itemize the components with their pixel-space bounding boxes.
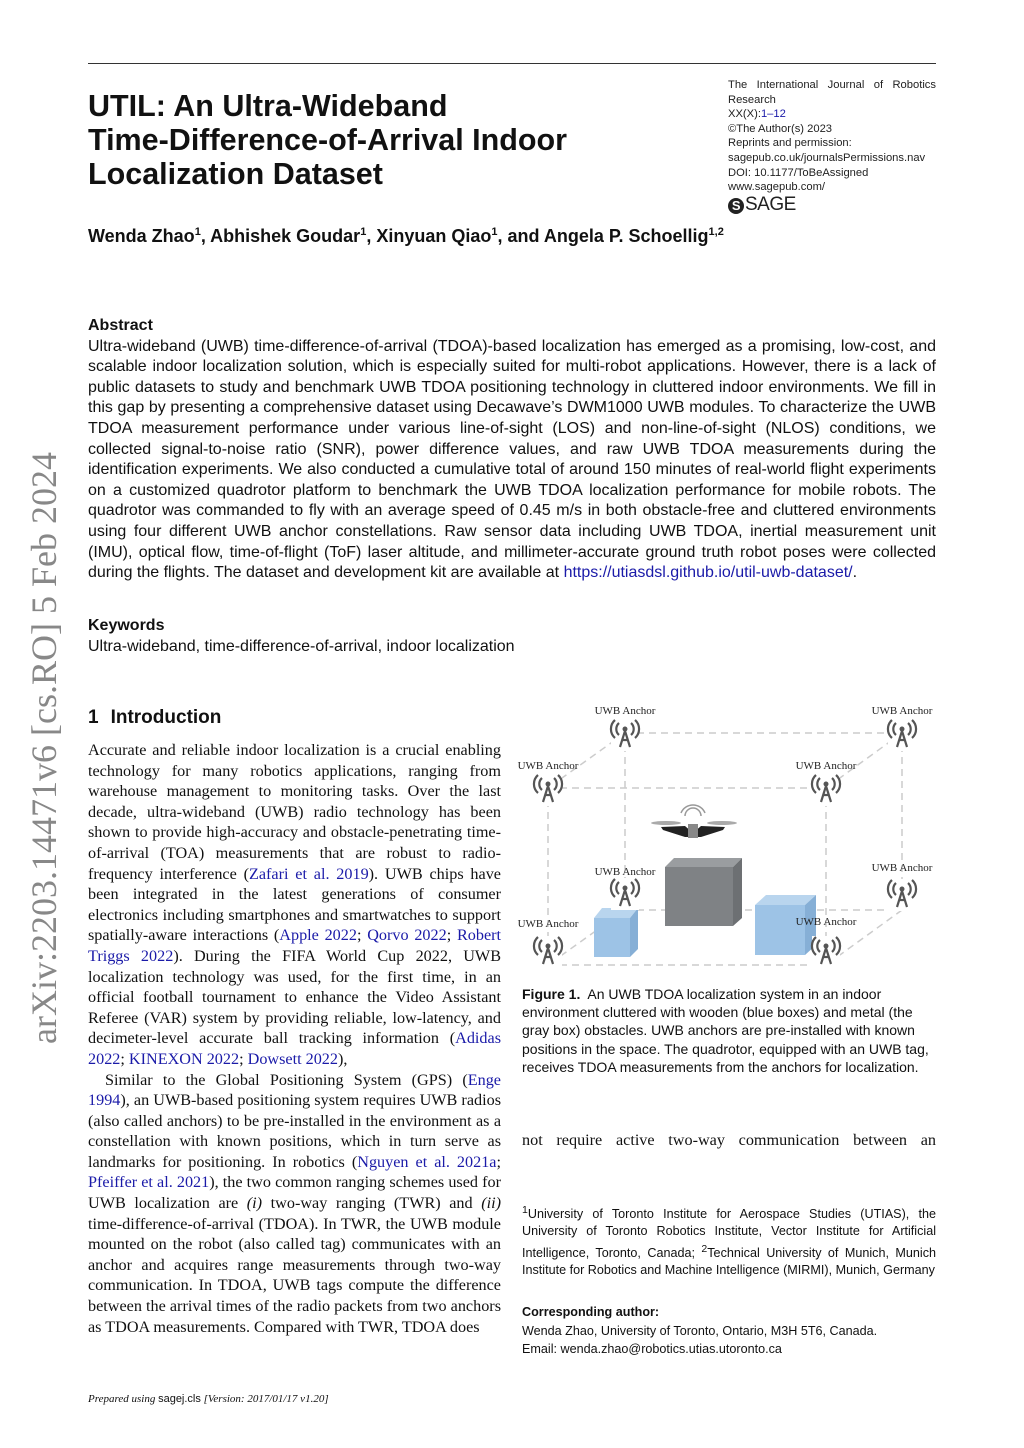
corresponding-email: Email: wenda.zhao@robotics.utias.utoronto.ca	[522, 1342, 782, 1356]
affiliation-mark: 1,2	[708, 226, 724, 238]
journal-info	[728, 78, 936, 214]
figure-caption	[522, 985, 936, 1076]
text: two-way ranging (TWR) and	[262, 1194, 482, 1213]
intro-paragraph-1	[88, 740, 501, 1070]
paper-title	[88, 89, 688, 191]
corresponding-heading: Corresponding author:	[522, 1305, 660, 1319]
uwb-anchor-icon	[611, 878, 639, 910]
footnote-mark: 2	[701, 1242, 708, 1255]
keywords-heading: Keywords	[88, 617, 165, 634]
text: (ii)	[481, 1194, 501, 1213]
pages-link[interactable]: 1–12	[760, 108, 786, 121]
text: ),	[338, 1049, 348, 1068]
doi: DOI: 10.1177/ToBeAssigned	[728, 166, 869, 179]
anchor-label: UWB Anchor	[871, 705, 933, 717]
sage-logo: S SAGE	[728, 198, 936, 214]
abstract-heading: Abstract	[88, 317, 153, 334]
text: ;	[446, 926, 457, 945]
author-name: Abhishek Goudar	[210, 226, 361, 246]
citation-link[interactable]: Dowsett 2022	[247, 1049, 338, 1068]
affiliation-footnote	[522, 1202, 936, 1280]
anchor-label: UWB Anchor	[517, 918, 579, 930]
text: Accurate and reliable indoor localization is a crucial enabling technology for many robotics applications, ranging from warehouse management to monitoring tasks. Over the last decade, ultra-wideband (UWB) radio technology has been shown to provide high-accuracy and obstacle-penetrating time-of-arrival (TOA) measurements that are robust to radio-frequency interference (	[88, 741, 501, 883]
affiliation-2: Technical University of Munich, Munich Institute for Robotics and Machine Intelligence (MIRMI), Munich, Germany	[522, 1245, 936, 1278]
citation-link[interactable]: Enge 1994	[88, 1070, 501, 1110]
text: time-difference-of-arrival (TDOA). In TWR, the UWB module mounted on the robot (also called tag) communicates with an anchor and acquires range measurements through two-way communication. In TDOA, UWB tags compute the difference between the arrival times of the radio packets from two anchors as TDOA measurements. Compared with TWR, TDOA does	[88, 1214, 501, 1336]
text: ;	[239, 1049, 248, 1068]
affiliation-mark: 1	[360, 226, 367, 238]
abstract-body	[88, 337, 936, 584]
uwb-anchor-icon	[888, 879, 916, 911]
footer-version: [Version: 2017/01/17 v1.20]	[200, 1393, 329, 1405]
arxiv-identifier: arXiv:2203.14471v6 [cs.RO] 5 Feb 2024	[24, 452, 64, 1044]
corresponding-author	[522, 1303, 936, 1359]
author-name: Xinyuan Qiao	[376, 226, 492, 246]
citation-link[interactable]: Robert Triggs 2022	[88, 926, 502, 965]
separator: , and	[497, 226, 544, 246]
text: ;	[496, 1152, 501, 1171]
copyright: ©The Author(s) 2023	[728, 122, 833, 135]
uwb-anchor-icon	[534, 774, 562, 806]
footer-note	[88, 1393, 329, 1405]
journal-name: The International Journal of Robotics	[728, 79, 936, 91]
reprints-url: sagepub.co.uk/journalsPermissions.nav	[728, 151, 926, 164]
anchor-label: UWB Anchor	[594, 705, 656, 717]
abstract-end: .	[852, 564, 858, 582]
footer-prefix: Prepared using	[88, 1393, 159, 1405]
citation-link[interactable]: Zafari et al. 2019	[248, 864, 369, 883]
corresponding-address: Wenda Zhao, University of Toronto, Ontario, M3H 5T6, Canada.	[522, 1323, 878, 1338]
text: ;	[356, 926, 368, 945]
anchor-label: UWB Anchor	[517, 760, 579, 772]
volume: XX(X):	[728, 108, 761, 121]
affiliation-mark: 1	[491, 226, 498, 238]
title-line: Time-Difference-of-Arrival Indoor	[88, 123, 568, 157]
separator: ,	[366, 226, 377, 246]
text: ). During the FIFA World Cup 2022, UWB localization technology was used, for the first time, in an official football tournament to enhance the Video Assistant Referee (VAR) system by providing reliable, low-latency, and decimeter-level accurate ball tracking information (	[88, 946, 501, 1048]
anchor-label: UWB Anchor	[871, 862, 933, 874]
text: ;	[120, 1049, 129, 1068]
anchor-label: UWB Anchor	[795, 760, 857, 772]
header-rule	[88, 63, 936, 64]
text: ). UWB chips have been integrated in the latest generations of consumer electronics including smartphones and smartwatches to support spatially-aware interactions (	[88, 864, 501, 945]
anchor-label: UWB Anchor	[795, 916, 857, 928]
text: ), the two common ranging schemes used for UWB localization are	[88, 1173, 501, 1213]
section-number: 1	[88, 707, 99, 728]
text: Similar to the Global Positioning System (GPS) (	[105, 1070, 468, 1089]
journal-name-cont: Research	[728, 93, 776, 106]
author-list	[88, 226, 724, 247]
keywords	[88, 615, 936, 657]
citation-link[interactable]: Apple 2022	[279, 926, 357, 945]
section-title: Introduction	[110, 707, 222, 728]
affiliation-mark: 1	[194, 226, 201, 238]
title-line: UTIL: An Ultra-Wideband	[88, 89, 448, 123]
footer-class: sagej.cls	[158, 1393, 201, 1405]
uwb-anchor-icon	[812, 936, 840, 968]
intro-body	[88, 740, 501, 1337]
footnote-mark: 1	[522, 1204, 528, 1216]
wood-obstacle-left	[594, 908, 638, 957]
keywords-text: Ultra-wideband, time-difference-of-arrival, indoor localization	[88, 638, 515, 655]
citation-link[interactable]: Adidas 2022	[88, 1029, 501, 1068]
citation-link[interactable]: Qorvo 2022	[367, 926, 447, 945]
uwb-anchor-icon	[888, 719, 916, 751]
caption-label: Figure 1.	[522, 986, 581, 1002]
abstract	[88, 316, 936, 584]
caption-text: An UWB TDOA localization system in an indoor environment cluttered with wooden (blue boxes) and metal (the gray box) obstacles. UWB anchors are pre-installed with known positions in the space. The quadrotor, equipped with an UWB tag, receives TDOA measurements from the anchors for localization.	[522, 986, 929, 1075]
citation-link[interactable]: Nguyen et al. 2021a	[357, 1152, 497, 1171]
uwb-anchor-icon	[611, 719, 639, 751]
uwb-anchor-icon	[534, 936, 562, 968]
section-heading	[88, 707, 233, 729]
right-column-text: not require active two-way communication between an	[522, 1131, 936, 1149]
dataset-link[interactable]: https://utiasdsl.github.io/util-uwb-dataset/	[563, 564, 853, 582]
title-line: Localization Dataset	[88, 157, 383, 191]
separator: ,	[200, 226, 211, 246]
intro-paragraph-2	[88, 1070, 501, 1338]
website: www.sagepub.com/	[728, 181, 826, 194]
text: ), an UWB-based positioning system requires UWB radios (also called anchors) to be pre-installed in the environment as a constellation with known positions, which in turn serve as landmarks for positioning. In robotics (	[88, 1091, 501, 1171]
reprints: Reprints and permission:	[728, 137, 852, 150]
uwb-anchor-icon	[812, 774, 840, 806]
anchor-label: UWB Anchor	[594, 866, 656, 878]
text: (i)	[246, 1194, 263, 1213]
abstract-text: Ultra-wideband (UWB) time-difference-of-arrival (TDOA)-based localization has emerged as a promising, low-cost, and scalable indoor localization solution, which is especially suited for multi-robot applications. However, there is a lack of public datasets to study and benchmark UWB TDOA positioning technology in cluttered indoor environments. We fill in this gap by presenting a comprehensive dataset using Decawave’s DWM1000 UWB modules. To characterize the UWB TDOA measurement performance under various line-of-sight (LOS) and non-line-of-sight (NLOS) conditions, we collected signal-to-noise ratio (SNR), power difference values, and raw UWB TDOA measurements during the identification experiments. We also conducted a cumulative total of around 150 minutes of real-world flight experiments on a customized quadrotor platform to benchmark the UWB TDOA localization performance for mobile robots. The quadrotor was commanded to fly with an average speed of 0.45 m/s in both obstacle-free and cluttered environments using four different UWB anchor constellations. Raw sensor data including UWB TDOA, inertial measurement unit (IMU), optical flow, time-of-flight (ToF) laser altitude, and millimeter-accurate ground truth robot poses were collected during the flights. The dataset and development kit are available at	[88, 337, 936, 582]
citation-link[interactable]: KINEXON 2022	[128, 1049, 240, 1068]
author-name: Angela P. Schoellig	[543, 226, 709, 246]
affiliation-1: University of Toronto Institute for Aerospace Studies (UTIAS), the University of Toronto Robotics Institute, Vector Institute for Artificial Intelligence, Toronto, Canada;	[522, 1207, 936, 1260]
citation-link[interactable]: Pfeiffer et al. 2021	[88, 1173, 210, 1192]
figure-1-diagram	[515, 700, 945, 980]
sage-s-icon: S	[728, 198, 744, 214]
metal-obstacle	[665, 858, 742, 926]
author-name: Wenda Zhao	[88, 226, 195, 246]
quadrotor-icon	[651, 805, 737, 838]
